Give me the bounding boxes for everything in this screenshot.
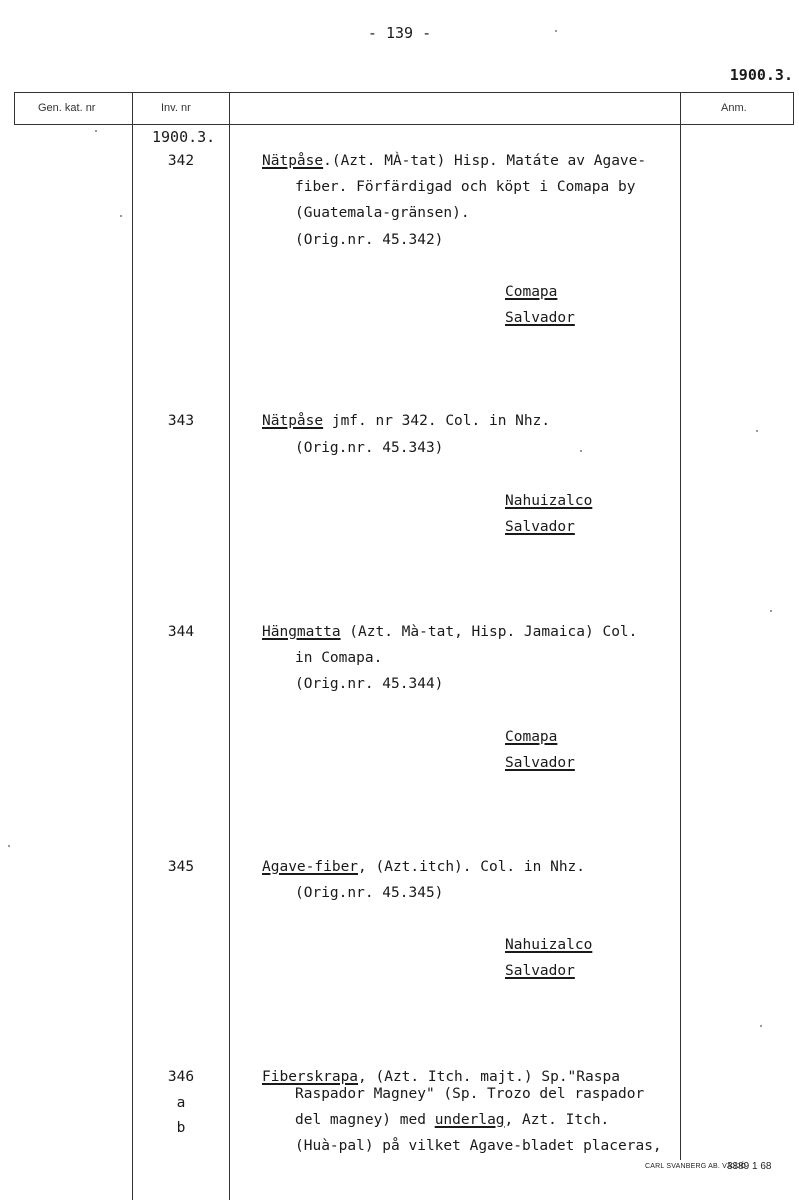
place-name: Nahuizalco	[505, 493, 593, 509]
printer-imprint: CARL SVANBERG AB. VÄXJÖ	[645, 1163, 747, 1170]
description-line: in Comapa.	[295, 650, 383, 666]
sub-item-b: b	[176, 1120, 186, 1136]
column-divider-inv-desc	[229, 92, 230, 1200]
entry-first-line	[262, 859, 585, 875]
column-header-anm: Anm.	[721, 102, 747, 114]
inventory-number: 345	[167, 859, 195, 875]
inventory-number: 344	[167, 624, 195, 640]
underlined-term: underlag	[434, 1112, 505, 1128]
entry-first-line	[262, 1069, 620, 1085]
original-number: (Orig.nr. 45.343)	[295, 440, 444, 456]
place-name: Comapa	[505, 284, 558, 300]
column-divider-desc-anm	[680, 92, 681, 1160]
column-header-gen-kat: Gen. kat. nr	[38, 102, 96, 114]
description-line: (Azt. Mà-tat, Hisp. Jamaica) Col.	[340, 624, 638, 640]
description-line: (Guatemala-gränsen).	[295, 205, 470, 221]
country-name: Salvador	[505, 963, 575, 979]
original-number: (Orig.nr. 45.342)	[295, 232, 444, 248]
object-title: Nätpåse	[262, 153, 324, 169]
sheet-label: 1900.3.	[729, 66, 793, 84]
table-left-edge	[14, 92, 15, 125]
inventory-number: 343	[167, 413, 195, 429]
description-line: jmf. nr 342. Col. in Nhz.	[323, 413, 551, 429]
country-name: Salvador	[505, 310, 575, 326]
country-name: Salvador	[505, 755, 575, 771]
table-right-edge	[793, 92, 794, 125]
object-title: Agave-fiber	[262, 859, 359, 875]
entry-first-line	[262, 624, 637, 640]
description-line: , (Azt.itch). Col. in Nhz.	[358, 859, 586, 875]
description-line: del magney) med underlag, Azt. Itch.	[295, 1112, 610, 1128]
original-number: (Orig.nr. 45.345)	[295, 885, 444, 901]
object-title: Hängmatta	[262, 624, 341, 640]
entry-first-line	[262, 153, 646, 169]
object-title: Fiberskrapa	[262, 1069, 359, 1085]
page-number: - 139 -	[367, 24, 432, 42]
sub-item-a: a	[176, 1095, 186, 1111]
description-line: , (Azt. Itch. majt.) Sp."Raspa	[358, 1069, 620, 1085]
place-name: Nahuizalco	[505, 937, 593, 953]
inventory-number: 346	[167, 1069, 195, 1085]
table-header-rule	[14, 124, 793, 125]
inventory-year: 1900.3.	[152, 128, 216, 146]
original-number: (Orig.nr. 45.344)	[295, 676, 444, 692]
country-name: Salvador	[505, 519, 575, 535]
description-line: .(Azt. MÀ-tat) Hisp. Matáte av Agave-	[323, 153, 647, 169]
description-line: fiber. Förfärdigad och köpt i Comapa by	[295, 179, 636, 195]
column-divider-gen-inv	[132, 92, 133, 1200]
table-top-rule	[14, 92, 793, 93]
description-line: (Huà-pal) på vilket Agave-bladet placeras,	[295, 1138, 662, 1154]
object-title: Nätpåse	[262, 413, 324, 429]
inventory-number: 342	[167, 153, 195, 169]
form-number: 3389 1 68	[727, 1161, 772, 1172]
place-name: Comapa	[505, 729, 558, 745]
description-line: Raspador Magney" (Sp. Trozo del raspador	[295, 1086, 645, 1102]
entry-first-line	[262, 413, 550, 429]
column-header-inv: Inv. nr	[161, 102, 191, 114]
